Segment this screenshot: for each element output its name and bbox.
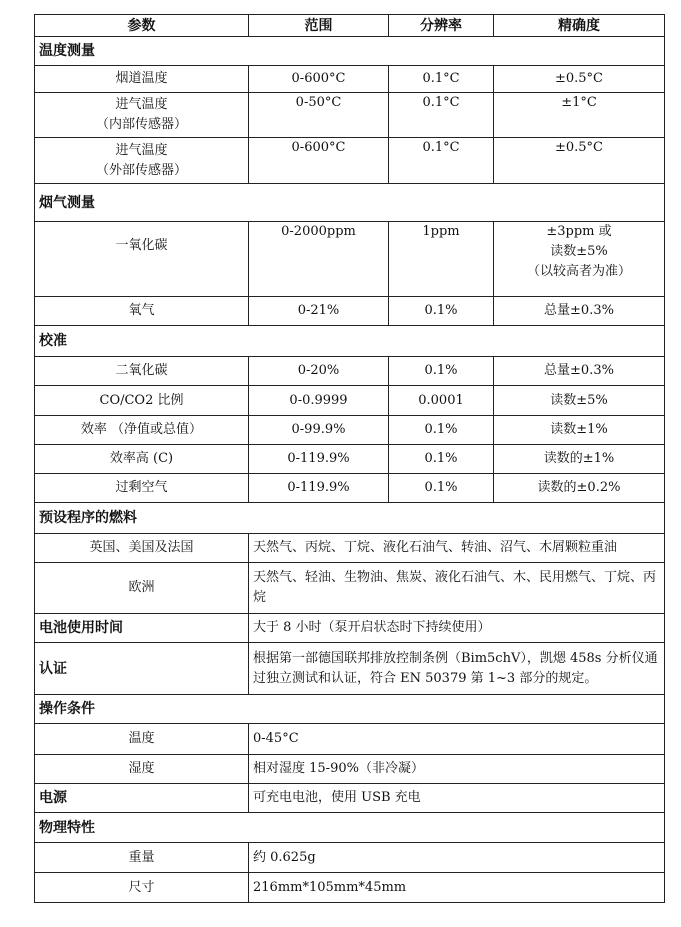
table-row — [35, 614, 665, 643]
section-row — [35, 184, 665, 222]
accuracy-line: 读数±5% — [550, 244, 608, 259]
size-label: 尺寸 — [35, 873, 249, 903]
weight-value: 约 0.625g — [249, 843, 665, 873]
accuracy-value: ±0.5°C — [494, 138, 665, 184]
section-battery: 电池使用时间 — [35, 614, 249, 643]
param-name: CO/CO2 比例 — [35, 386, 249, 416]
accuracy-cell — [494, 222, 665, 297]
section-calib: 校准 — [35, 326, 665, 357]
accuracy-value: 读数的±1% — [494, 445, 665, 474]
accuracy-value: 读数±1% — [494, 416, 665, 445]
operating-temp-label: 温度 — [35, 724, 249, 755]
range-value: 0-2000ppm — [249, 222, 389, 297]
section-cert: 认证 — [35, 643, 249, 695]
section-row — [35, 813, 665, 843]
table-row — [35, 643, 665, 695]
header-row — [35, 15, 665, 37]
param-name: 过剩空气 — [35, 474, 249, 503]
param-cell — [35, 138, 249, 184]
resolution-value: 1ppm — [389, 222, 494, 297]
table-row — [35, 474, 665, 503]
param-name: 烟道温度 — [35, 66, 249, 93]
table-row — [35, 843, 665, 873]
table-row — [35, 93, 665, 138]
table-row — [35, 386, 665, 416]
spec-table — [34, 14, 665, 903]
table-row — [35, 534, 665, 563]
param-name: 进气温度 — [115, 142, 168, 158]
operating-hum-value: 相对湿度 15-90%（非冷凝） — [249, 755, 665, 784]
header-param: 参数 — [35, 15, 249, 37]
table-row — [35, 563, 665, 614]
range-value: 0-119.9% — [249, 445, 389, 474]
param-name: 效率 （净值或总值） — [35, 416, 249, 445]
resolution-value: 0.1% — [389, 357, 494, 386]
resolution-value: 0.1% — [389, 445, 494, 474]
range-value: 0-20% — [249, 357, 389, 386]
param-name: 氧气 — [35, 297, 249, 326]
table-row — [35, 724, 665, 755]
param-name: 二氧化碳 — [35, 357, 249, 386]
table-row — [35, 66, 665, 93]
table-row — [35, 784, 665, 813]
param-sub: （内部传感器） — [95, 117, 187, 132]
param-name: 进气温度 — [115, 97, 168, 112]
accuracy-value: ±0.5°C — [494, 66, 665, 93]
accuracy-value: 总量±0.3% — [494, 297, 665, 326]
section-flue: 烟气测量 — [35, 184, 665, 222]
param-name: 效率高 (C) — [35, 445, 249, 474]
param-sub: （外部传感器） — [95, 162, 187, 178]
cert-value: 根据第一部德国联邦排放控制条例（Bim5chV），凯煾 458s 分析仪通过独立测试和认证，符合 EN 50379 第 1~3 部分的规定。 — [249, 643, 665, 695]
resolution-value: 0.1% — [389, 474, 494, 503]
param-cell — [35, 93, 249, 138]
accuracy-value: ±1°C — [494, 93, 665, 138]
header-resolution: 分辨率 — [389, 15, 494, 37]
header-range: 范围 — [249, 15, 389, 37]
accuracy-value: 读数±5% — [494, 386, 665, 416]
range-value: 0-0.9999 — [249, 386, 389, 416]
resolution-value: 0.0001 — [389, 386, 494, 416]
table-row — [35, 222, 665, 297]
operating-temp-value: 0-45°C — [249, 724, 665, 755]
table-row — [35, 445, 665, 474]
resolution-value: 0.1°C — [389, 138, 494, 184]
range-value: 0-99.9% — [249, 416, 389, 445]
accuracy-line: ±3ppm 或 — [546, 224, 612, 239]
fuel-region-uk: 英国、美国及法国 — [35, 534, 249, 563]
fuel-list-eu: 天然气、轻油、生物油、焦炭、液化石油气、木、民用燃气、丁烷、丙烷 — [249, 563, 665, 614]
table-row — [35, 138, 665, 184]
table-row — [35, 755, 665, 784]
fuel-list-uk: 天然气、丙烷、丁烷、液化石油气、转油、沼气、木屑颗粒重油 — [249, 534, 665, 563]
resolution-value: 0.1% — [389, 416, 494, 445]
accuracy-value: 读数的±0.2% — [494, 474, 665, 503]
header-accuracy: 精确度 — [494, 15, 665, 37]
resolution-value: 0.1°C — [389, 66, 494, 93]
section-physical: 物理特性 — [35, 813, 665, 843]
power-value: 可充电电池，使用 USB 充电 — [249, 784, 665, 813]
section-row — [35, 37, 665, 66]
param-name: 一氧化碳 — [35, 222, 249, 297]
range-value: 0-21% — [249, 297, 389, 326]
section-row — [35, 503, 665, 534]
operating-hum-label: 湿度 — [35, 755, 249, 784]
table-row — [35, 357, 665, 386]
range-value: 0-50°C — [249, 93, 389, 138]
section-fuel: 预设程序的燃料 — [35, 503, 665, 534]
range-value: 0-600°C — [249, 66, 389, 93]
table-row — [35, 416, 665, 445]
range-value: 0-119.9% — [249, 474, 389, 503]
table-row — [35, 873, 665, 903]
section-temp: 温度测量 — [35, 37, 665, 66]
section-power: 电源 — [35, 784, 249, 813]
resolution-value: 0.1°C — [389, 93, 494, 138]
section-row — [35, 326, 665, 357]
battery-value: 大于 8 小时（泵开启状态时下持续使用） — [249, 614, 665, 643]
resolution-value: 0.1% — [389, 297, 494, 326]
section-operating: 操作条件 — [35, 695, 665, 724]
size-value: 216mm*105mm*45mm — [249, 873, 665, 903]
accuracy-value: 总量±0.3% — [494, 357, 665, 386]
fuel-region-eu: 欧洲 — [35, 563, 249, 614]
range-value: 0-600°C — [249, 138, 389, 184]
weight-label: 重量 — [35, 843, 249, 873]
accuracy-line: （以较高者为准） — [526, 264, 631, 279]
section-row — [35, 695, 665, 724]
table-row — [35, 297, 665, 326]
